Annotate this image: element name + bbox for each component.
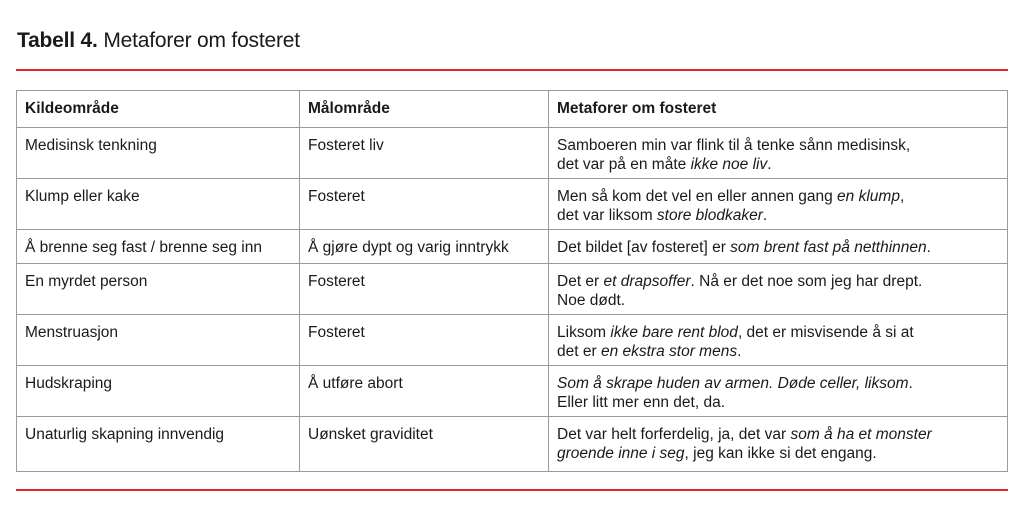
source-domain-cell: Klump eller kake (17, 179, 300, 230)
metaphor-quote-cell: Det er et drapsoffer. Nå er det noe som jeg har drept. Noe dødt. (549, 264, 1008, 315)
source-domain-cell: Unaturlig skapning innvendig (17, 417, 300, 472)
table-row (17, 417, 1008, 472)
table-row (17, 128, 1008, 179)
target-domain-cell: Fosteret (300, 264, 549, 315)
table-row (17, 366, 1008, 417)
table-row (17, 230, 1008, 264)
bottom-divider (16, 489, 1008, 491)
metaphor-quote-cell: Det var helt forferdelig, ja, det var som å ha et monster groende inne i seg, jeg kan ikke si det engang. (549, 417, 1008, 472)
target-domain-cell: Fosteret liv (300, 128, 549, 179)
metaphor-quote-cell: Liksom ikke bare rent blod, det er misvisende å si at det er en ekstra stor mens. (549, 315, 1008, 366)
source-domain-cell: Å brenne seg fast / brenne seg inn (17, 230, 300, 264)
target-domain-cell: Fosteret (300, 315, 549, 366)
metaphor-quote-cell: Det bildet [av fosteret] er som brent fast på netthinnen. (549, 230, 1008, 264)
header-target-domain: Målområde (300, 91, 549, 128)
table-row (17, 179, 1008, 230)
source-domain-cell: Hudskraping (17, 366, 300, 417)
header-metaphors: Metaforer om fosteret (549, 91, 1008, 128)
top-divider (16, 69, 1008, 71)
source-domain-cell: En myrdet person (17, 264, 300, 315)
target-domain-cell: Uønsket graviditet (300, 417, 549, 472)
header-source-domain: Kildeområde (17, 91, 300, 128)
table-label: Tabell 4. (17, 29, 98, 52)
target-domain-cell: Fosteret (300, 179, 549, 230)
source-domain-cell: Menstruasjon (17, 315, 300, 366)
metaphor-table (16, 90, 1008, 472)
metaphor-quote-cell: Som å skrape huden av armen. Døde celler, liksom. Eller litt mer enn det, da. (549, 366, 1008, 417)
target-domain-cell: Å gjøre dypt og varig inntrykk (300, 230, 549, 264)
metaphor-quote-cell: Samboeren min var flink til å tenke sånn medisinsk, det var på en måte ikke noe liv. (549, 128, 1008, 179)
source-domain-cell: Medisinsk tenkning (17, 128, 300, 179)
metaphor-quote-cell: Men så kom det vel en eller annen gang en klump, det var liksom store blodkaker. (549, 179, 1008, 230)
target-domain-cell: Å utføre abort (300, 366, 549, 417)
header-row (17, 91, 1008, 128)
table-caption (17, 29, 300, 53)
table-title: Metaforer om fosteret (103, 29, 300, 52)
table-row (17, 264, 1008, 315)
table-row (17, 315, 1008, 366)
